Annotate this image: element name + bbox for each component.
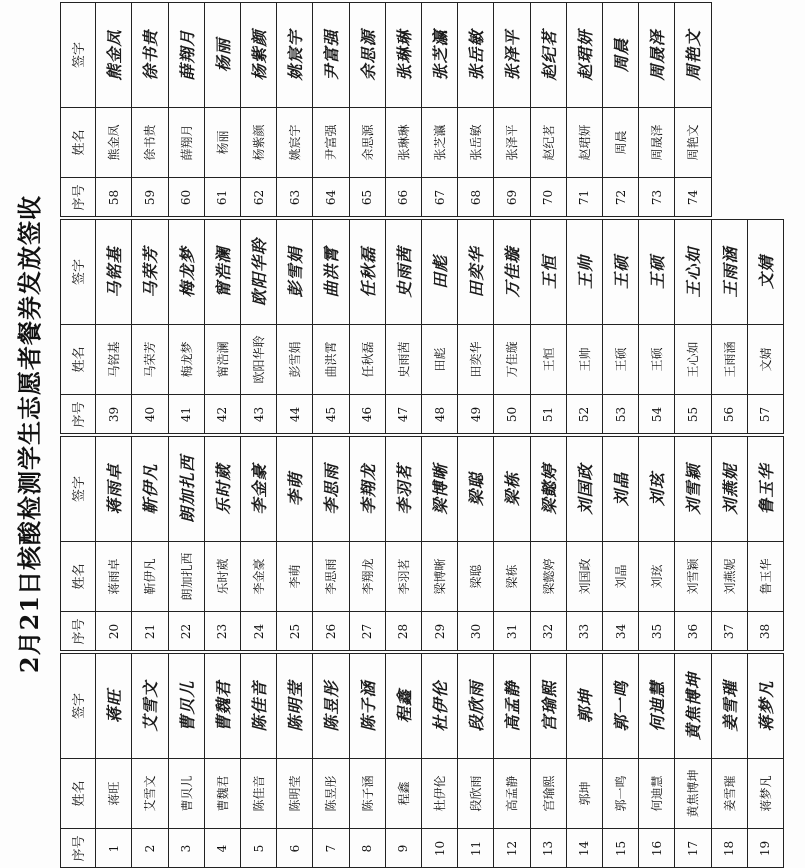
row-name: 赵珺妍 xyxy=(567,107,603,177)
row-number: 45 xyxy=(313,394,349,434)
row-name: 何迪慧 xyxy=(639,758,675,828)
row-name: 刘晶 xyxy=(603,541,639,611)
row-number: 59 xyxy=(132,177,168,217)
row-signature: 陈昱彤 xyxy=(313,653,349,758)
row-signature: 赵珺妍 xyxy=(567,2,603,107)
row-signature: 曹魏君 xyxy=(205,653,241,758)
row-number: 58 xyxy=(96,177,132,217)
row-signature: 李金豪 xyxy=(241,436,277,541)
row-name: 李翔龙 xyxy=(350,541,386,611)
row-name: 田奕华 xyxy=(458,324,494,394)
row-name: 李羽茗 xyxy=(386,541,422,611)
row-number: 56 xyxy=(712,394,748,434)
row-number: 70 xyxy=(531,177,567,217)
row-name: 陈佳音 xyxy=(241,758,277,828)
row-signature: 宫瑜熙 xyxy=(531,653,567,758)
row-signature: 姜雪璀 xyxy=(712,653,748,758)
row-name: 靳伊凡 xyxy=(132,541,168,611)
row-signature: 刘晶 xyxy=(603,436,639,541)
row-signature: 李思雨 xyxy=(313,436,349,541)
row-signature: 张芝瀛 xyxy=(422,2,458,107)
row-name: 张琳琳 xyxy=(386,107,422,177)
row-name: 王帅 xyxy=(567,324,603,394)
row-signature: 周晨 xyxy=(603,2,639,107)
row-signature: 万佳璇 xyxy=(494,219,530,324)
row-number: 50 xyxy=(494,394,530,434)
row-name: 陈明莹 xyxy=(277,758,313,828)
row-name: 曹贝儿 xyxy=(169,758,205,828)
row-number: 7 xyxy=(313,828,349,868)
row-name: 周艳文 xyxy=(675,107,711,177)
header-sign: 签字 xyxy=(60,219,96,324)
row-name: 王硕 xyxy=(603,324,639,394)
row-signature: 曲洪霄 xyxy=(313,219,349,324)
row-number: 1 xyxy=(96,828,132,868)
row-name: 梁聪 xyxy=(458,541,494,611)
row-name: 蒋雨卓 xyxy=(96,541,132,611)
row-signature: 欧阳华聆 xyxy=(241,219,277,324)
row-name: 鲁玉华 xyxy=(748,541,784,611)
row-number: 30 xyxy=(458,611,494,651)
row-number: 19 xyxy=(748,828,784,868)
header-name: 姓名 xyxy=(60,541,96,611)
row-name: 梅龙梦 xyxy=(169,324,205,394)
row-name: 杨丽 xyxy=(205,107,241,177)
row-signature: 张泽平 xyxy=(494,2,530,107)
row-signature: 周晟泽 xyxy=(639,2,675,107)
row-signature: 陈子涵 xyxy=(350,653,386,758)
row-name: 郭一鸣 xyxy=(603,758,639,828)
row-number: 54 xyxy=(639,394,675,434)
row-signature: 王心如 xyxy=(675,219,711,324)
row-number: 61 xyxy=(205,177,241,217)
header-no: 序号 xyxy=(60,177,96,217)
row-signature: 刘燕妮 xyxy=(712,436,748,541)
row-name: 梁栋 xyxy=(494,541,530,611)
row-signature: 杨紫颜 xyxy=(241,2,277,107)
row-signature: 王帅 xyxy=(567,219,603,324)
row-name: 周晟泽 xyxy=(639,107,675,177)
row-name: 张岳敏 xyxy=(458,107,494,177)
row-signature: 马荣芳 xyxy=(132,219,168,324)
row-signature: 鲁玉华 xyxy=(748,436,784,541)
row-name: 薛翔月 xyxy=(169,107,205,177)
row-name: 赵纪茗 xyxy=(531,107,567,177)
header-name: 姓名 xyxy=(60,324,96,394)
row-name: 王心如 xyxy=(675,324,711,394)
row-signature: 李萌 xyxy=(277,436,313,541)
row-signature: 李翔龙 xyxy=(350,436,386,541)
row-name: 郭坤 xyxy=(567,758,603,828)
row-signature: 段欣雨 xyxy=(458,653,494,758)
row-name: 余思源 xyxy=(350,107,386,177)
row-number: 66 xyxy=(386,177,422,217)
row-name: 梁懿婷 xyxy=(531,541,567,611)
row-name: 田彪 xyxy=(422,324,458,394)
row-signature: 黄焦博坤 xyxy=(675,653,711,758)
row-signature: 张岳敏 xyxy=(458,2,494,107)
row-number: 36 xyxy=(675,611,711,651)
row-name: 陈昱彤 xyxy=(313,758,349,828)
row-number: 46 xyxy=(350,394,386,434)
row-number: 5 xyxy=(241,828,277,868)
row-number: 14 xyxy=(567,828,603,868)
row-signature: 刘雪颖 xyxy=(675,436,711,541)
row-number: 48 xyxy=(422,394,458,434)
row-name: 刘雪颖 xyxy=(675,541,711,611)
row-signature: 程鑫 xyxy=(386,653,422,758)
row-name: 徐书贵 xyxy=(132,107,168,177)
row-number: 65 xyxy=(350,177,386,217)
row-name: 欧阳华聆 xyxy=(241,324,277,394)
row-name: 段欣雨 xyxy=(458,758,494,828)
row-number: 34 xyxy=(603,611,639,651)
row-number: 2 xyxy=(132,828,168,868)
row-signature: 熊金凤 xyxy=(96,2,132,107)
row-number: 4 xyxy=(205,828,241,868)
row-number: 15 xyxy=(603,828,639,868)
header-sign: 签字 xyxy=(60,436,96,541)
row-name: 李金豪 xyxy=(241,541,277,611)
row-name: 周晨 xyxy=(603,107,639,177)
row-signature: 艾雪文 xyxy=(132,653,168,758)
row-number: 10 xyxy=(422,828,458,868)
row-signature: 蒋雨卓 xyxy=(96,436,132,541)
row-signature: 靳伊凡 xyxy=(132,436,168,541)
row-number: 12 xyxy=(494,828,530,868)
row-name: 梁博晰 xyxy=(422,541,458,611)
row-number: 68 xyxy=(458,177,494,217)
row-signature: 田彪 xyxy=(422,219,458,324)
row-number: 42 xyxy=(205,394,241,434)
row-name: 曲洪霄 xyxy=(313,324,349,394)
row-signature: 赵纪茗 xyxy=(531,2,567,107)
row-number: 18 xyxy=(712,828,748,868)
row-number: 11 xyxy=(458,828,494,868)
header-name: 姓名 xyxy=(60,758,96,828)
row-name: 刘国政 xyxy=(567,541,603,611)
row-name: 刘玹 xyxy=(639,541,675,611)
row-name: 文婧 xyxy=(748,324,784,394)
row-number: 69 xyxy=(494,177,530,217)
header-no: 序号 xyxy=(60,611,96,651)
header-sign: 签字 xyxy=(60,653,96,758)
row-name: 张泽平 xyxy=(494,107,530,177)
row-number: 43 xyxy=(241,394,277,434)
row-name: 杜伊伦 xyxy=(422,758,458,828)
row-number: 9 xyxy=(386,828,422,868)
page-title: 2月21日核酸检测学生志愿者餐券发放签收 xyxy=(15,194,44,674)
row-name: 王硕 xyxy=(639,324,675,394)
row-name: 熊金凤 xyxy=(96,107,132,177)
row-name: 李萌 xyxy=(277,541,313,611)
row-name: 万佳璇 xyxy=(494,324,530,394)
row-signature: 陈佳音 xyxy=(241,653,277,758)
row-number: 40 xyxy=(132,394,168,434)
row-signature: 王硕 xyxy=(603,219,639,324)
row-signature: 郭坤 xyxy=(567,653,603,758)
row-name: 尹富强 xyxy=(313,107,349,177)
row-name: 李思雨 xyxy=(313,541,349,611)
row-number: 44 xyxy=(277,394,313,434)
row-signature: 梁懿婷 xyxy=(531,436,567,541)
row-signature: 杜伊伦 xyxy=(422,653,458,758)
row-signature: 徐书贵 xyxy=(132,2,168,107)
row-name: 黄焦博坤 xyxy=(675,758,711,828)
header-sign: 签字 xyxy=(60,2,96,107)
row-name: 史雨茜 xyxy=(386,324,422,394)
signin-table xyxy=(60,0,784,868)
row-signature: 尹富强 xyxy=(313,2,349,107)
row-name: 张芝瀛 xyxy=(422,107,458,177)
row-signature: 陈明莹 xyxy=(277,653,313,758)
row-signature: 梁栋 xyxy=(494,436,530,541)
row-number: 51 xyxy=(531,394,567,434)
row-name: 艾雪文 xyxy=(132,758,168,828)
row-number: 32 xyxy=(531,611,567,651)
row-signature: 梁聪 xyxy=(458,436,494,541)
row-number: 28 xyxy=(386,611,422,651)
row-signature: 王雨涵 xyxy=(712,219,748,324)
row-name: 王恒 xyxy=(531,324,567,394)
row-name: 蒋梦凡 xyxy=(748,758,784,828)
row-number: 72 xyxy=(603,177,639,217)
row-signature: 彭雪娟 xyxy=(277,219,313,324)
row-signature: 马铭基 xyxy=(96,219,132,324)
row-name: 乐时葳 xyxy=(205,541,241,611)
row-signature: 余思源 xyxy=(350,2,386,107)
row-name: 刘燕妮 xyxy=(712,541,748,611)
row-number: 38 xyxy=(748,611,784,651)
row-name: 姚宸宇 xyxy=(277,107,313,177)
row-signature: 郭一鸣 xyxy=(603,653,639,758)
row-signature: 张琳琳 xyxy=(386,2,422,107)
row-signature: 田奕华 xyxy=(458,219,494,324)
row-number: 55 xyxy=(675,394,711,434)
row-name: 杨紫颜 xyxy=(241,107,277,177)
header-no: 序号 xyxy=(60,828,96,868)
row-signature: 王硕 xyxy=(639,219,675,324)
header-no: 序号 xyxy=(60,394,96,434)
row-name: 曹魏君 xyxy=(205,758,241,828)
row-number: 21 xyxy=(132,611,168,651)
row-signature: 何迪慧 xyxy=(639,653,675,758)
row-number: 67 xyxy=(422,177,458,217)
row-signature: 杨丽 xyxy=(205,2,241,107)
row-signature: 史雨茜 xyxy=(386,219,422,324)
row-number: 3 xyxy=(169,828,205,868)
row-name: 彭雪娟 xyxy=(277,324,313,394)
row-name: 王雨涵 xyxy=(712,324,748,394)
row-signature: 王恒 xyxy=(531,219,567,324)
row-number: 13 xyxy=(531,828,567,868)
row-name: 宫瑜熙 xyxy=(531,758,567,828)
row-number: 74 xyxy=(675,177,711,217)
row-name: 姜雪璀 xyxy=(712,758,748,828)
row-signature: 刘玹 xyxy=(639,436,675,541)
row-number: 73 xyxy=(639,177,675,217)
row-signature: 文婧 xyxy=(748,219,784,324)
row-signature: 朗加扎西 xyxy=(169,436,205,541)
row-number: 52 xyxy=(567,394,603,434)
header-name: 姓名 xyxy=(60,107,96,177)
row-signature: 蒋旺 xyxy=(96,653,132,758)
row-signature: 高孟静 xyxy=(494,653,530,758)
row-name: 马铭基 xyxy=(96,324,132,394)
row-number: 57 xyxy=(748,394,784,434)
row-name: 陈子涵 xyxy=(350,758,386,828)
row-number: 71 xyxy=(567,177,603,217)
row-signature: 周艳文 xyxy=(675,2,711,107)
row-number: 64 xyxy=(313,177,349,217)
row-signature: 乐时葳 xyxy=(205,436,241,541)
row-signature: 任秋磊 xyxy=(350,219,386,324)
row-number: 16 xyxy=(639,828,675,868)
row-name: 程鑫 xyxy=(386,758,422,828)
row-number: 63 xyxy=(277,177,313,217)
row-number: 23 xyxy=(205,611,241,651)
row-name: 高孟静 xyxy=(494,758,530,828)
row-number: 29 xyxy=(422,611,458,651)
row-number: 47 xyxy=(386,394,422,434)
row-number: 25 xyxy=(277,611,313,651)
row-signature: 蒋梦凡 xyxy=(748,653,784,758)
row-number: 26 xyxy=(313,611,349,651)
row-number: 27 xyxy=(350,611,386,651)
row-signature: 姚宸宇 xyxy=(277,2,313,107)
row-signature: 薛翔月 xyxy=(169,2,205,107)
row-number: 17 xyxy=(675,828,711,868)
row-number: 33 xyxy=(567,611,603,651)
row-number: 22 xyxy=(169,611,205,651)
row-number: 41 xyxy=(169,394,205,434)
row-signature: 曹贝儿 xyxy=(169,653,205,758)
row-name: 蒋旺 xyxy=(96,758,132,828)
row-number: 49 xyxy=(458,394,494,434)
row-number: 20 xyxy=(96,611,132,651)
row-name: 朗加扎西 xyxy=(169,541,205,611)
row-name: 马荣芳 xyxy=(132,324,168,394)
row-number: 39 xyxy=(96,394,132,434)
row-number: 31 xyxy=(494,611,530,651)
row-signature: 李羽茗 xyxy=(386,436,422,541)
row-number: 6 xyxy=(277,828,313,868)
row-signature: 梅龙梦 xyxy=(169,219,205,324)
row-signature: 甯浩澜 xyxy=(205,219,241,324)
row-name: 甯浩澜 xyxy=(205,324,241,394)
row-number: 35 xyxy=(639,611,675,651)
row-number: 62 xyxy=(241,177,277,217)
row-name: 任秋磊 xyxy=(350,324,386,394)
row-number: 37 xyxy=(712,611,748,651)
row-number: 60 xyxy=(169,177,205,217)
row-signature: 刘国政 xyxy=(567,436,603,541)
row-signature: 梁博晰 xyxy=(422,436,458,541)
row-number: 8 xyxy=(350,828,386,868)
row-number: 53 xyxy=(603,394,639,434)
row-number: 24 xyxy=(241,611,277,651)
